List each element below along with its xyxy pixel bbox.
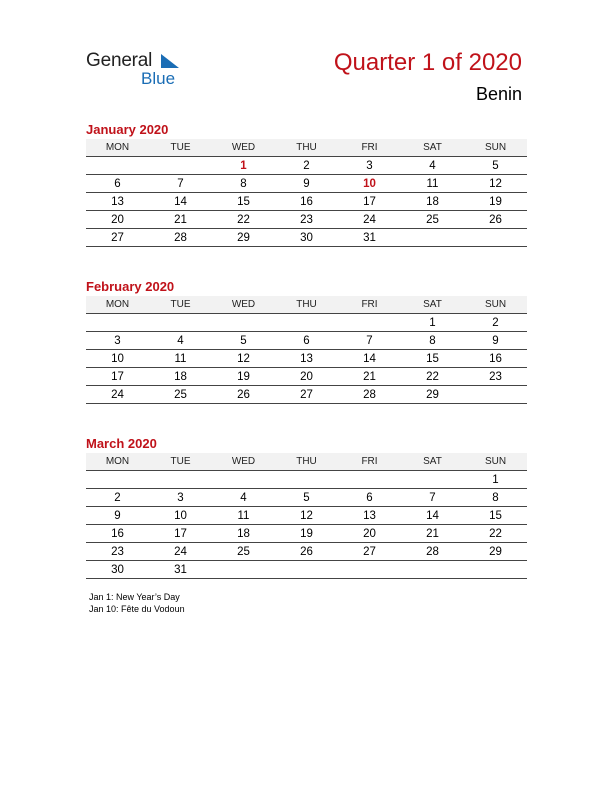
day-cell: 2 bbox=[464, 314, 527, 332]
day-cell bbox=[86, 471, 149, 489]
day-cell: 17 bbox=[86, 368, 149, 386]
day-cell bbox=[149, 471, 212, 489]
day-cell: 16 bbox=[464, 350, 527, 368]
week-row bbox=[86, 368, 527, 386]
day-cell: 25 bbox=[212, 543, 275, 561]
month-title: February 2020 bbox=[86, 279, 175, 294]
month-february bbox=[86, 278, 527, 404]
calendar-table bbox=[86, 453, 527, 579]
day-cell: 11 bbox=[149, 350, 212, 368]
day-cell: 1 bbox=[401, 314, 464, 332]
week-row bbox=[86, 314, 527, 332]
day-cell: 6 bbox=[275, 332, 338, 350]
day-cell bbox=[212, 471, 275, 489]
day-cell: 14 bbox=[338, 350, 401, 368]
weekday-header: FRI bbox=[338, 453, 401, 471]
day-cell: 8 bbox=[212, 175, 275, 193]
week-row bbox=[86, 386, 527, 404]
holiday-note: Jan 1: New Year’s Day bbox=[89, 592, 180, 602]
week-row bbox=[86, 332, 527, 350]
weekday-header: SUN bbox=[464, 296, 527, 314]
day-cell: 26 bbox=[464, 211, 527, 229]
day-cell: 28 bbox=[338, 386, 401, 404]
weekday-header: THU bbox=[275, 453, 338, 471]
holiday-notes bbox=[89, 591, 185, 615]
country-name: Benin bbox=[475, 84, 522, 104]
day-cell: 22 bbox=[212, 211, 275, 229]
weekday-header-row bbox=[86, 453, 527, 471]
day-cell: 10 bbox=[338, 175, 401, 193]
day-cell: 21 bbox=[338, 368, 401, 386]
day-cell: 10 bbox=[86, 350, 149, 368]
day-cell: 28 bbox=[149, 229, 212, 247]
day-cell: 26 bbox=[212, 386, 275, 404]
weekday-header: FRI bbox=[338, 139, 401, 157]
day-cell: 23 bbox=[275, 211, 338, 229]
day-cell: 12 bbox=[212, 350, 275, 368]
day-cell: 3 bbox=[149, 489, 212, 507]
day-cell: 22 bbox=[401, 368, 464, 386]
day-cell: 30 bbox=[275, 229, 338, 247]
logo-text-blue: Blue bbox=[141, 69, 176, 88]
week-row bbox=[86, 561, 527, 579]
weekday-header: SAT bbox=[401, 296, 464, 314]
day-cell: 1 bbox=[464, 471, 527, 489]
day-cell: 28 bbox=[401, 543, 464, 561]
day-cell: 10 bbox=[149, 507, 212, 525]
weekday-header-row bbox=[86, 139, 527, 157]
day-cell: 24 bbox=[86, 386, 149, 404]
day-cell: 17 bbox=[338, 193, 401, 211]
day-cell bbox=[149, 314, 212, 332]
logo-text-general: General bbox=[86, 50, 153, 71]
weekday-header: TUE bbox=[149, 453, 212, 471]
day-cell: 2 bbox=[275, 157, 338, 175]
day-cell: 13 bbox=[338, 507, 401, 525]
week-row bbox=[86, 489, 527, 507]
day-cell: 26 bbox=[275, 543, 338, 561]
day-cell: 3 bbox=[338, 157, 401, 175]
page-title: Quarter 1 of 2020 bbox=[333, 49, 522, 76]
day-cell: 30 bbox=[86, 561, 149, 579]
day-cell: 25 bbox=[401, 211, 464, 229]
day-cell: 5 bbox=[275, 489, 338, 507]
week-row bbox=[86, 471, 527, 489]
day-cell: 22 bbox=[464, 525, 527, 543]
day-cell: 7 bbox=[149, 175, 212, 193]
month-march bbox=[86, 435, 527, 579]
weekday-header-row bbox=[86, 296, 527, 314]
calendar-table bbox=[86, 139, 527, 247]
day-cell: 31 bbox=[338, 229, 401, 247]
logo-flag-icon bbox=[161, 54, 179, 68]
day-cell: 17 bbox=[149, 525, 212, 543]
day-cell bbox=[464, 386, 527, 404]
day-cell: 5 bbox=[212, 332, 275, 350]
day-cell: 4 bbox=[212, 489, 275, 507]
day-cell bbox=[149, 157, 212, 175]
day-cell bbox=[86, 314, 149, 332]
weekday-header: SAT bbox=[401, 139, 464, 157]
weekday-header: SUN bbox=[464, 139, 527, 157]
day-cell: 21 bbox=[149, 211, 212, 229]
day-cell bbox=[338, 471, 401, 489]
day-cell: 20 bbox=[275, 368, 338, 386]
day-cell: 9 bbox=[464, 332, 527, 350]
day-cell: 21 bbox=[401, 525, 464, 543]
day-cell: 24 bbox=[338, 211, 401, 229]
calendar-table bbox=[86, 296, 527, 404]
day-cell: 18 bbox=[149, 368, 212, 386]
day-cell: 20 bbox=[86, 211, 149, 229]
day-cell: 16 bbox=[86, 525, 149, 543]
day-cell: 29 bbox=[464, 543, 527, 561]
week-row bbox=[86, 175, 527, 193]
day-cell bbox=[275, 471, 338, 489]
day-cell: 14 bbox=[149, 193, 212, 211]
day-cell: 15 bbox=[401, 350, 464, 368]
day-cell bbox=[212, 561, 275, 579]
weekday-header: FRI bbox=[338, 296, 401, 314]
day-cell: 19 bbox=[212, 368, 275, 386]
day-cell: 3 bbox=[86, 332, 149, 350]
day-cell: 24 bbox=[149, 543, 212, 561]
day-cell: 14 bbox=[401, 507, 464, 525]
day-cell: 7 bbox=[401, 489, 464, 507]
day-cell bbox=[464, 229, 527, 247]
day-cell bbox=[275, 561, 338, 579]
day-cell bbox=[401, 561, 464, 579]
week-row bbox=[86, 525, 527, 543]
holiday-note: Jan 10: Fête du Vodoun bbox=[89, 604, 185, 614]
weekday-header: SAT bbox=[401, 453, 464, 471]
month-title: January 2020 bbox=[86, 122, 169, 137]
day-cell: 4 bbox=[401, 157, 464, 175]
day-cell: 16 bbox=[275, 193, 338, 211]
day-cell: 2 bbox=[86, 489, 149, 507]
day-cell: 9 bbox=[86, 507, 149, 525]
day-cell: 1 bbox=[212, 157, 275, 175]
week-row bbox=[86, 229, 527, 247]
day-cell: 19 bbox=[275, 525, 338, 543]
day-cell bbox=[401, 229, 464, 247]
week-row bbox=[86, 157, 527, 175]
day-cell: 23 bbox=[86, 543, 149, 561]
day-cell: 7 bbox=[338, 332, 401, 350]
day-cell: 13 bbox=[275, 350, 338, 368]
week-row bbox=[86, 350, 527, 368]
day-cell bbox=[338, 314, 401, 332]
week-row bbox=[86, 543, 527, 561]
day-cell: 19 bbox=[464, 193, 527, 211]
day-cell: 8 bbox=[464, 489, 527, 507]
day-cell: 11 bbox=[401, 175, 464, 193]
day-cell: 27 bbox=[86, 229, 149, 247]
month-title: March 2020 bbox=[86, 436, 157, 451]
day-cell: 13 bbox=[86, 193, 149, 211]
weekday-header: WED bbox=[212, 296, 275, 314]
day-cell bbox=[275, 314, 338, 332]
day-cell: 27 bbox=[338, 543, 401, 561]
day-cell: 8 bbox=[401, 332, 464, 350]
day-cell bbox=[212, 314, 275, 332]
day-cell: 15 bbox=[464, 507, 527, 525]
day-cell: 29 bbox=[212, 229, 275, 247]
month-january bbox=[86, 121, 527, 247]
week-row bbox=[86, 507, 527, 525]
day-cell: 25 bbox=[149, 386, 212, 404]
day-cell bbox=[464, 561, 527, 579]
weekday-header: THU bbox=[275, 296, 338, 314]
day-cell: 6 bbox=[338, 489, 401, 507]
day-cell: 20 bbox=[338, 525, 401, 543]
weekday-header: TUE bbox=[149, 139, 212, 157]
weekday-header: SUN bbox=[464, 453, 527, 471]
weekday-header: THU bbox=[275, 139, 338, 157]
day-cell: 5 bbox=[464, 157, 527, 175]
day-cell: 18 bbox=[401, 193, 464, 211]
week-row bbox=[86, 211, 527, 229]
day-cell: 11 bbox=[212, 507, 275, 525]
day-cell: 9 bbox=[275, 175, 338, 193]
day-cell: 31 bbox=[149, 561, 212, 579]
day-cell: 12 bbox=[464, 175, 527, 193]
weekday-header: MON bbox=[86, 139, 149, 157]
weekday-header: MON bbox=[86, 453, 149, 471]
day-cell: 18 bbox=[212, 525, 275, 543]
day-cell bbox=[401, 471, 464, 489]
day-cell: 12 bbox=[275, 507, 338, 525]
day-cell: 4 bbox=[149, 332, 212, 350]
day-cell: 15 bbox=[212, 193, 275, 211]
day-cell: 29 bbox=[401, 386, 464, 404]
day-cell: 23 bbox=[464, 368, 527, 386]
day-cell: 6 bbox=[86, 175, 149, 193]
day-cell bbox=[338, 561, 401, 579]
weekday-header: MON bbox=[86, 296, 149, 314]
weekday-header: TUE bbox=[149, 296, 212, 314]
week-row bbox=[86, 193, 527, 211]
day-cell: 27 bbox=[275, 386, 338, 404]
day-cell bbox=[86, 157, 149, 175]
weekday-header: WED bbox=[212, 453, 275, 471]
weekday-header: WED bbox=[212, 139, 275, 157]
logo bbox=[86, 50, 196, 90]
